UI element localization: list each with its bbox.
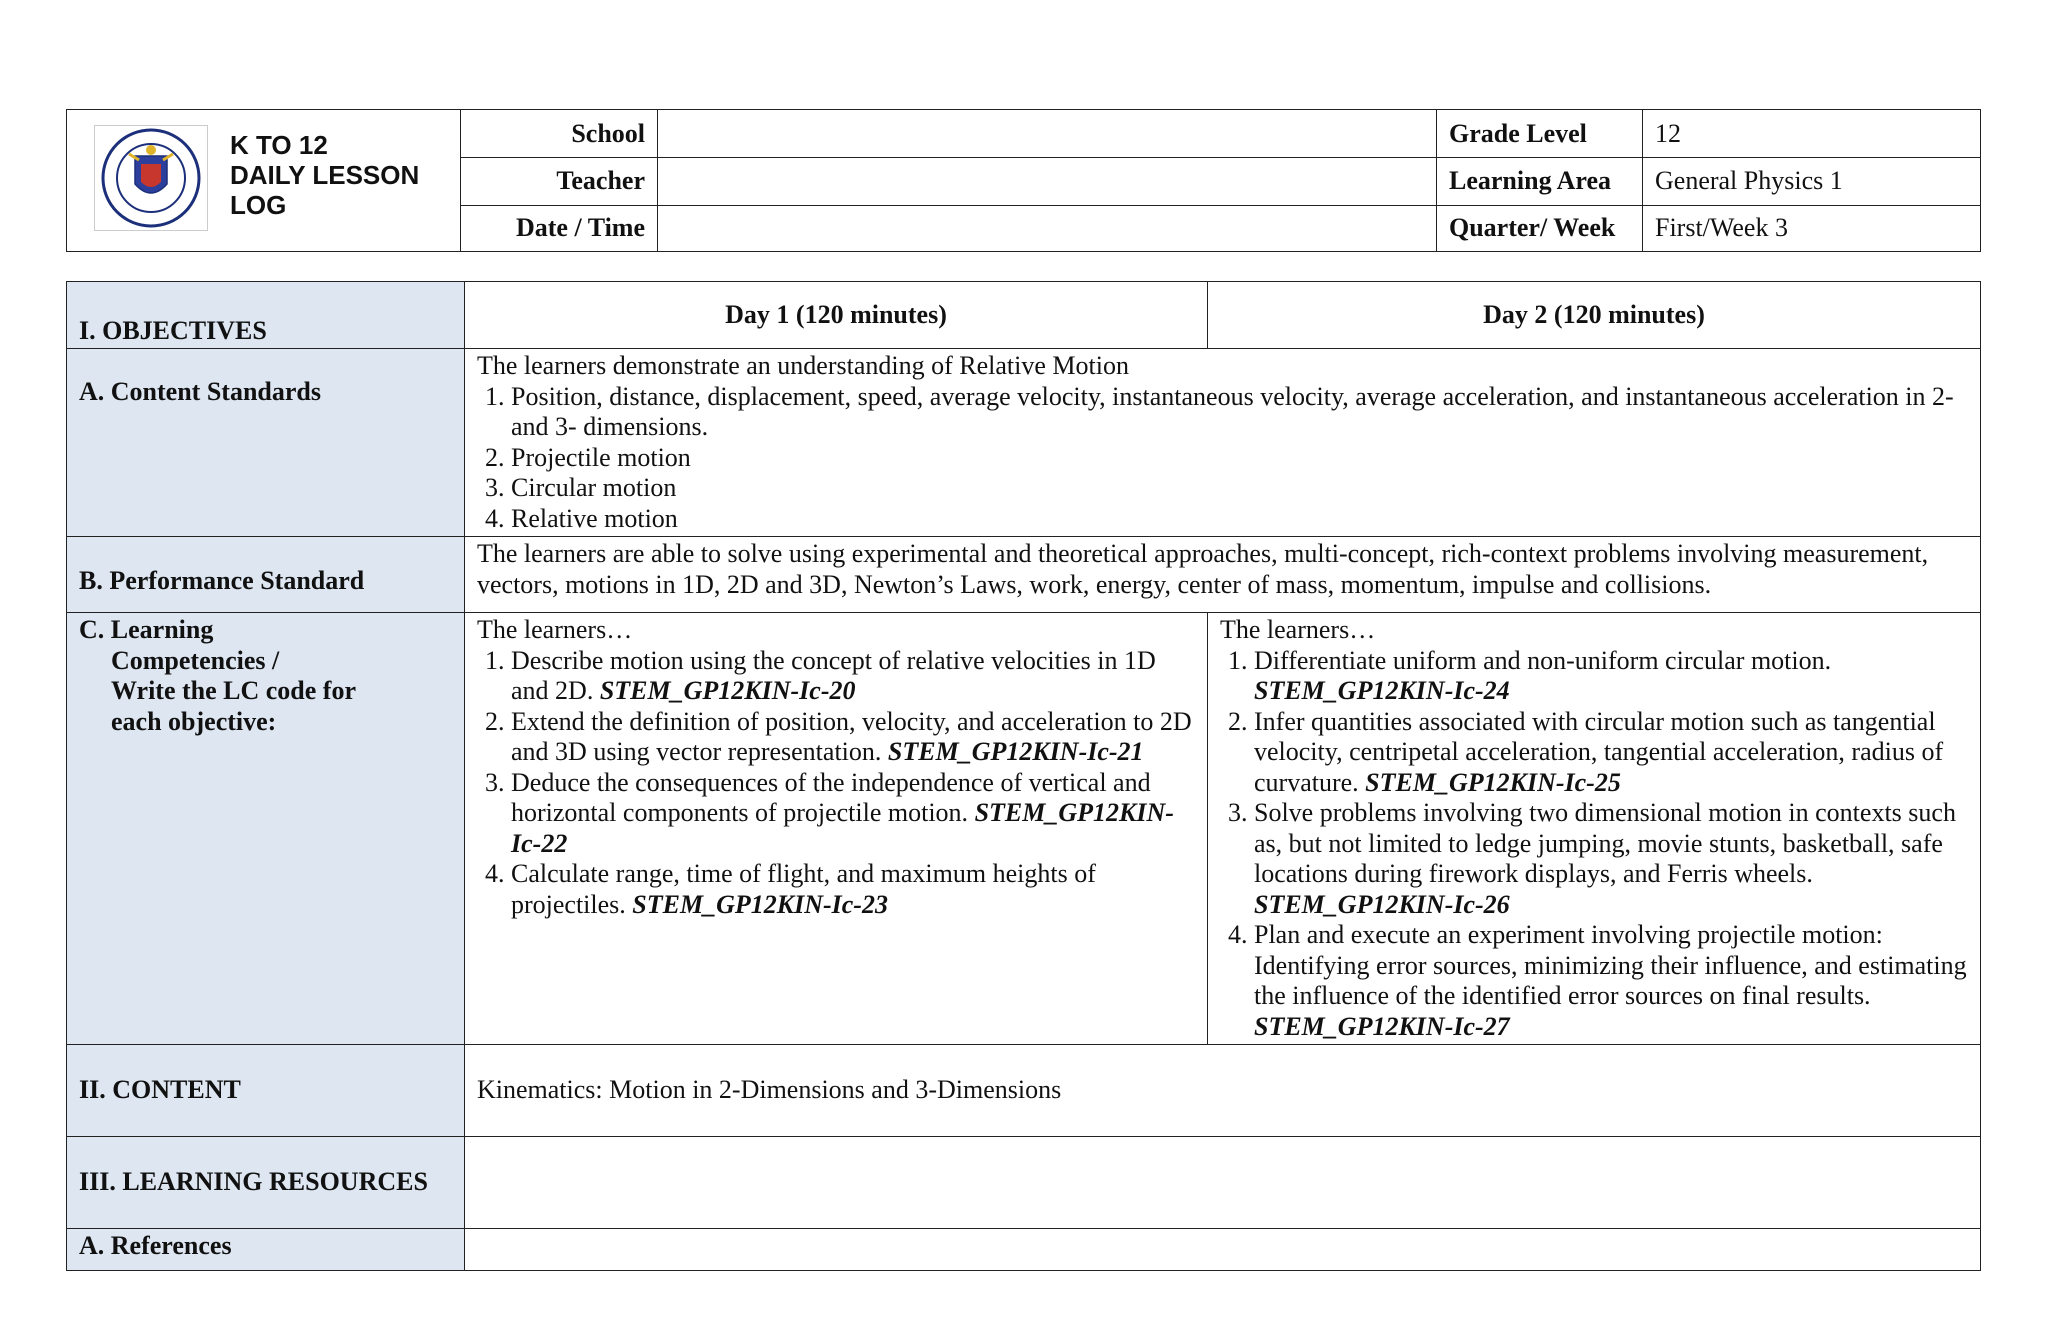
content-text: Kinematics: Motion in 2-Dimensions and 3-Dimensions <box>465 1045 1981 1137</box>
list-item: 3. Deduce the consequences of the independence of vertical and horizontal components of projectile motion. STEM_GP12KIN-Ic-22 <box>511 768 1195 860</box>
day2-heading: Day 2 (120 minutes) <box>1208 282 1981 349</box>
logo-cell <box>67 110 461 252</box>
list-item: 4. Plan and execute an experiment involving projectile motion: Identifying error sources, minimizing their influence, and estimating the influence of the identified error sources on final results. STEM_GP12KIN-Ic-27 <box>1254 920 1968 1042</box>
teacher-label: Teacher <box>461 158 658 205</box>
content-standards-intro: The learners demonstrate an understanding of Relative Motion <box>477 351 1129 380</box>
grade-level-value: 12 <box>1643 110 1981 158</box>
day1-competencies: The learners… 1. Describe motion using the concept of relative velocities in 1D and 2D. STEM_GP12KIN-Ic-20 2. Extend the definition of position, velocity, and acceleration to 2D and 3D using vector representation. STEM_GP12KIN-Ic-21 3. Deduce the consequences of the independence of vertical and horizontal components of projectile motion. STEM_GP12KIN-Ic-22 4. Calculate range, time of flight, and maximum heights of projectiles. STEM_GP12KIN-Ic-23 <box>465 613 1208 1045</box>
deped-seal-icon <box>94 125 208 231</box>
quarter-week-label: Quarter/ Week <box>1437 205 1643 251</box>
performance-standard-text: The learners are able to solve using experimental and theoretical approaches, multi-concept, rich-context problems involving measurement, vectors, motions in 1D, 2D and 3D, Newton’s Laws, work, energy, center of mass, momentum, impulse and collisions. <box>465 537 1981 613</box>
content-standards-cell <box>465 349 1981 537</box>
content-standards-label: A. Content Standards <box>67 349 465 537</box>
list-item: 2. Infer quantities associated with circular motion such as tangential velocity, centripetal acceleration, tangential acceleration, radius of curvature. STEM_GP12KIN-Ic-25 <box>1254 707 1968 799</box>
learning-area-label: Learning Area <box>1437 158 1643 205</box>
school-value <box>658 110 1437 158</box>
logo-title: K TO 12 DAILY LESSON LOG <box>230 130 420 220</box>
learning-competencies-label: C. Learning Competencies / Write the LC code for each objective: <box>67 613 465 1045</box>
lesson-log-table <box>66 281 1981 1271</box>
day1-heading: Day 1 (120 minutes) <box>465 282 1208 349</box>
learning-resources-cell <box>465 1137 1981 1229</box>
date-time-value <box>658 205 1437 251</box>
day2-competencies: The learners… 1. Differentiate uniform and non-uniform circular motion. STEM_GP12KIN-Ic-24 2. Infer quantities associated with circular motion such as tangential velocity, centripetal acceleration, tangential acceleration, radius of curvature. STEM_GP12KIN-Ic-25 3. Solve problems involving two dimensional motion in contexts such as, but not limited to ledge jumping, movie stunts, basketball, safe locations during firework displays, and Ferris wheels. STEM_GP12KIN-Ic-26 4. Plan and execute an experiment involving projectile motion: Identifying error sources, minimizing their influence, and estimating the influence of the identified error sources on final results. STEM_GP12KIN-Ic-27 <box>1208 613 1981 1045</box>
list-item: 2. Projectile motion <box>511 443 1968 474</box>
objectives-heading: I. OBJECTIVES <box>67 282 465 349</box>
list-item: 4. Relative motion <box>511 504 1968 535</box>
school-label: School <box>461 110 658 158</box>
date-time-label: Date / Time <box>461 205 658 251</box>
list-item: 1. Describe motion using the concept of relative velocities in 1D and 2D. STEM_GP12KIN-Ic-20 <box>511 646 1195 707</box>
list-item: 4. Calculate range, time of flight, and maximum heights of projectiles. STEM_GP12KIN-Ic-23 <box>511 859 1195 920</box>
grade-level-label: Grade Level <box>1437 110 1643 158</box>
list-item: 1. Differentiate uniform and non-uniform circular motion. STEM_GP12KIN-Ic-24 <box>1254 646 1968 707</box>
quarter-week-value: First/Week 3 <box>1643 205 1981 251</box>
learning-area-value: General Physics 1 <box>1643 158 1981 205</box>
teacher-value <box>658 158 1437 205</box>
learning-resources-label: III. LEARNING RESOURCES <box>67 1137 465 1229</box>
content-label: II. CONTENT <box>67 1045 465 1137</box>
header-table <box>66 109 1981 252</box>
references-cell <box>465 1229 1981 1271</box>
list-item: 3. Circular motion <box>511 473 1968 504</box>
performance-standard-label: B. Performance Standard <box>67 537 465 613</box>
references-label: A. References <box>67 1229 465 1271</box>
content-standards-list <box>477 382 1968 535</box>
list-item: 2. Extend the definition of position, velocity, and acceleration to 2D and 3D using vector representation. STEM_GP12KIN-Ic-21 <box>511 707 1195 768</box>
list-item: 1. Position, distance, displacement, speed, average velocity, instantaneous velocity, average acceleration, and instantaneous acceleration in 2- and 3- dimensions. <box>511 382 1968 443</box>
list-item: 3. Solve problems involving two dimensional motion in contexts such as, but not limited to ledge jumping, movie stunts, basketball, safe locations during firework displays, and Ferris wheels. STEM_GP12KIN-Ic-26 <box>1254 798 1968 920</box>
